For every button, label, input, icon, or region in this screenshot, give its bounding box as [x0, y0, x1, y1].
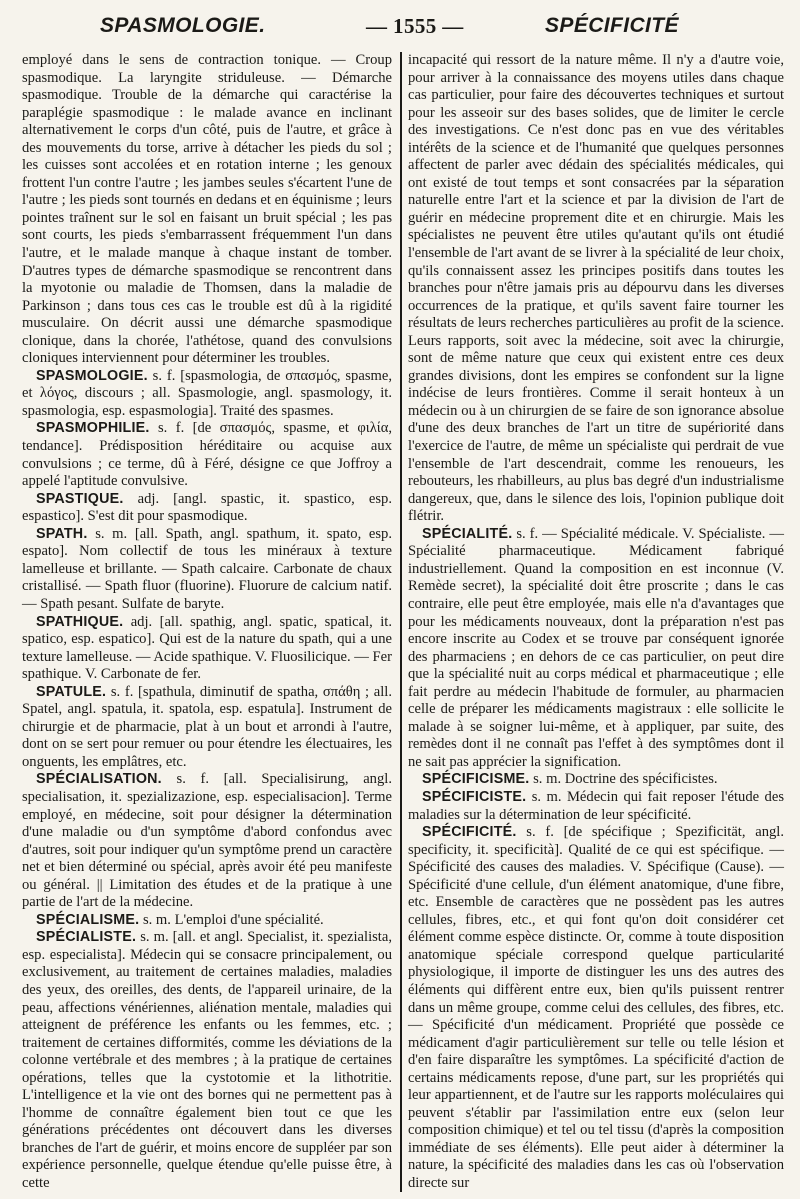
entry-headword: SPÉCIALISATION. [36, 771, 162, 788]
entry-headword: SPÉCIALISME. [36, 911, 140, 928]
entry-body: s. m. [all. et angl. Specialist, it. spezialista, esp. especialista]. Médecin qui se consacre principalement, ou exclusivement, au traitement de certaines maladies, maladies des yeux, des oreilles, des dents, de l'appareil urinaire, de la peau, affections vénériennes, aliénation mentale, maladies qui atteignent de préférence les enfants ou les femmes, etc. ; traitement de certaines difformités, comme les déviations de la colonne vertébrale et des membres ; à la pratique de certaines opérations, telles que la cystotomie et la lithotritie. L'intelligence et la vie ont des bornes qui ne permettent pas à l'homme de connaître également bien tout ce que les générations précédentes ont découvert dans les diverses branches de l'art de guérir, et moins encore de suppléer par son expérience personnelle, quelque étendue qu'elle puisse être, à cette [22, 929, 392, 1191]
running-header [30, 14, 782, 44]
entry-continuation: incapacité qui ressort de la nature même. Il n'y a d'autre voie, pour arriver à la connaissance des moyens utiles dans chaque cas particulier, pour faire des découvertes techniques et surtout pour les asseoir sur des bases solides, que de limiter le cercle des investigations. Ce n'est donc pas en vue des véritables intérêts de la science et de l'humanité que quelques personnes affectent de parler avec dédain des spécialités médicales, qui ont existé de tout temps et sont consacrées par la séparation naturelle entre l'art et la science et par la division de l'art de guérir en médecine proprement dite et en chirurgie. Mais les spécialistes ne peuvent être utiles qu'autant qu'ils ont étudié l'ensemble de l'art avant de se livrer à la spécialité de leur choix, qu'ils connaissent assez les principes positifs dans toutes les branches pour n'être jamais pris au dépourvu dans les diverses occurrences de la pratique, et qu'ils savent faire tourner les résultats de leurs recherches particulières au profit de la science. Leurs rapports, soit avec la médecine, soit avec la chirurgie, sont de même nature que ceux qui existent entre ces deux grandes divisions, dont les empires se confondent sur la ligne indécise de leurs frontières. Comme il serait honteux à un médecin ou à un chirurgien de se faire de son ignorance absolue d'une des deux branches de l'art un titre de supériorité dans l'exercice de l'autre, de même un spécialiste qui perdrait de vue l'ensemble de l'art descendrait, comme les renoueurs, les rebouteurs, les rhabilleurs, au plus bas degré d'un industrialisme dangereux, que, dans le silence des lois, l'opinion publique doit flétrir. [408, 52, 784, 525]
entry-headword: SPASMOLOGIE. [36, 367, 148, 384]
entry-body: s. f. [de spécifique ; Spezificität, angl. specificity, it. specificità]. Qualité de ce qui est spécifique. — Spécificité des causes des maladies. V. Spécifique (Cause). — Spécificité d'une cellule, d'un élément anatomique, d'une fibre, etc. Ensemble de caractères que ne possèdent pas les autres cellules, fibres, etc., et qui font qu'on doit considérer cet élément comme espèce distincte. Or, comme à toute disposition anatomique spéciale correspond quelque particularité physiologique, il importe de distinguer les uns des autres des éléments qui diffèrent entre eux, bien qu'ils puissent rentrer dans un même groupe, comme celui des cellules, des fibres, etc. — Spécificité d'un médicament. Propriété que possède ce médicament d'agir particulièrement sur telle ou telle lésion et d'en faire disparaître les symptômes. La spécificité d'action de certains médicaments repose, d'une part, sur les propriétés qui leur appartiennent, et de l'autre sur les rapports moléculaires qui peuvent s'établir par l'assimilation entre eux (selon leur composition chimique) et tel ou tel tissu (d'après la composition immédiate de ses éléments). Elle peut aider à déterminer la nature, la spécificité des maladies dans les cas où l'observation directe sur [408, 824, 785, 1191]
entry-headword: SPASMOPHILIE. [36, 420, 150, 437]
right-column [408, 52, 784, 1193]
entry-body: s. m. Médecin qui fait reposer l'étude des maladies sur la détermination de leur spécificité. [408, 788, 784, 823]
entry-body: adj. [all. spathig, angl. spatic, spatical, it. spatico, esp. espatico]. Qui est de la nature du spath, qui a une texture lamelleuse. — Acide spathique. V. Fluosilicique. — Fer spathique. V. Carbonate de fer. [22, 613, 392, 683]
entry-body: s. f. [spathula, diminutif de spatha, σπάθη ; all. Spatel, angl. spatula, it. spatola, esp. espatula]. Instrument de chirurgie et de pharmacie, plat à un bout et arrondi à l'autre, dont on se sert pour remuer ou pour étendre les électuaires, les onguents, les emplâtres, etc. [22, 683, 392, 770]
dictionary-entry [22, 912, 392, 930]
entry-headword: SPÉCIFICISTE. [422, 788, 527, 805]
dictionary-entry [22, 929, 392, 1192]
header-right-word: SPÉCIFICITÉ [545, 14, 679, 37]
entry-headword: SPATULE. [36, 683, 107, 700]
entry-headword: SPÉCIALITÉ. [422, 525, 513, 542]
dictionary-entry [22, 526, 392, 614]
entry-body: adj. [angl. spastic, it. spastico, esp. espastico]. S'est dit pour spasmodique. [22, 490, 392, 525]
page-number: — 1555 — [366, 14, 464, 38]
entry-body: s. f. [de σπασμός, spasme, et φιλία, tendance]. Prédisposition héréditaire ou acquise aux convulsions ; ce terme, dû à Féré, désigne ce que Joffroy a appelé l'aptitude convulsive. [22, 420, 392, 490]
dictionary-entry [408, 771, 784, 789]
left-column [22, 52, 392, 1193]
dictionary-entry [22, 684, 392, 772]
entry-headword: SPASTIQUE. [36, 490, 124, 507]
entry-body: s. m. L'emploi d'une spécialité. [142, 911, 324, 928]
header-left-word: SPASMOLOGIE. [100, 14, 266, 37]
entry-headword: SPATH. [36, 525, 88, 542]
dictionary-entry [22, 368, 392, 421]
dictionary-entry [22, 614, 392, 684]
entry-body: s. f. [all. Specialisirung, angl. specialisation, it. spezializazione, esp. especialisacion]. Terme employé, en médecine, soit pour désigner la détermination d'une maladie ou d'un symptôme d'abord confondus avec d'autres, soit pour indiquer qu'un symptôme prend un caractère net et bien déterminé ou spécial, après avoir été peu manifeste ou général. || Limitation des études et de la pratique à une partie de l'art de la médecine. [22, 771, 392, 911]
column-divider [400, 52, 402, 1192]
entry-body: s. m. Doctrine des spécificistes. [533, 771, 718, 788]
entry-headword: SPATHIQUE. [36, 613, 124, 630]
entry-headword: SPÉCIFICITÉ. [422, 824, 517, 841]
dictionary-entry [408, 789, 784, 824]
entry-headword: SPÉCIFICISME. [422, 771, 530, 788]
entry-body: s. m. [all. Spath, angl. spathum, it. spato, esp. espato]. Nom collectif de tous les minéraux à texture lamelleuse et brillante. — Spath calcaire. Carbonate de chaux cristallisé. — Spath fluor (fluorine). Fluorure de calcium natif. — Spath pesant. Sulfate de baryte. [22, 525, 392, 612]
entry-headword: SPÉCIALISTE. [36, 929, 137, 946]
dictionary-entry [22, 420, 392, 490]
dictionary-entry [22, 771, 392, 911]
dictionary-entry [408, 824, 784, 1192]
entry-body: s. f. [spasmologia, de σπασμός, spasme, et λόγος, discours ; all. Spasmologie, angl. spasmology, it. spasmologia, esp. espasmologia]. Traité des spasmes. [22, 367, 392, 419]
entry-continuation: employé dans le sens de contraction tonique. — Croup spasmodique. La laryngite striduleuse. — Démarche spasmodique. Trouble de la démarche qui caractérise la paraplégie spasmodique : le malade avance en inclinant alternativement le corps d'un côté, puis de l'autre, et grâce à des mouvements du torse, arrive à détacher les pieds du sol ; les cuisses sont accolées et en rotation interne ; les genoux frottent l'un contre l'autre ; les jambes seules s'écartent l'une de l'autre ; les pieds sont tournés en dedans et en équinisme ; leurs pointes traînent sur le sol en faisant un bruit spécial ; les pas sont courts, les pieds s'embarrassent fréquemment l'un dans l'autre, et le malade manque à chaque instant de tomber. D'autres types de démarche spasmodique se rencontrent dans la myotonie ou maladie de Thomsen, dans la maladie de Parkinson ; dans tous ces cas le trouble est dû à la rigidité musculaire. On décrit aussi une démarche spasmodique clonique, dans la chorée, l'athétose, quand des convulsions cloniques interviennent pour déterminer les troubles. [22, 52, 392, 367]
entry-body: s. f. — Spécialité médicale. V. Spécialiste. — Spécialité pharmaceutique. Médicament fabriqué industriellement. Quand la composition en est inconnue (V. Remède secret), la spécialité doit être proscrite ; dans le cas contraire, elle peut être employée, mais elle n'a d'avantages que pour les médicaments nouveaux, dont la préparation n'est pas encore inscrite au Codex et se trouve par conséquent ignorée des pharmaciens ; en dehors de ce cas particulier, on peut dire que la spécialité nuit au corps médical et pharmaceutique ; elle fait perdre au médecin l'habitude de formuler, au pharmacien celle de préparer les médicaments magistraux : elle sollicite le malade à se soigner lui-même, et à appliquer, par suite, des remèdes dont il ne connaît pas l'effet à des symptômes dont il ne sait pas apprécier la signification. [408, 525, 784, 770]
dictionary-entry [408, 526, 784, 772]
dictionary-entry [22, 491, 392, 526]
